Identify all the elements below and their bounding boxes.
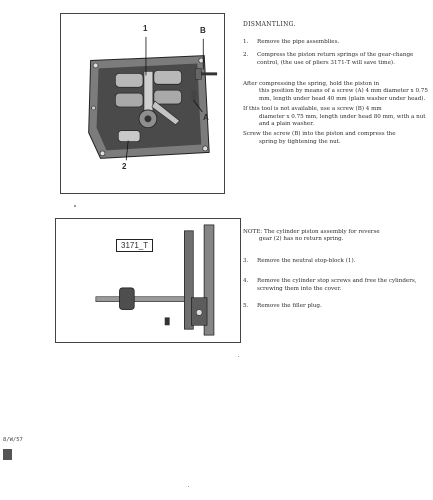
steps-bottom [243,258,429,317]
callout-2: 2 [122,162,127,171]
tool-label-3171t: 3171_T [116,239,153,252]
step-item [243,278,429,293]
note [243,229,429,244]
paragraph-first-line: Screw the screw (B) into the piston and compress the [243,131,396,138]
callout-1: 1 [143,24,148,33]
step-item [243,52,429,67]
gearchange-assembly-image [61,14,224,193]
footer-code: 8/W/57 [3,437,23,443]
scan-speck [238,356,239,357]
step-item [243,39,429,46]
note-rest: gear (2) has no return spring. [259,236,344,243]
paragraph [243,81,429,103]
paragraph-first-line: After compressing the spring, hold the piston in [243,81,380,87]
scan-speck [74,205,76,207]
step-text: Remove the neutral stop-block (1). [257,258,356,264]
step-text: Remove the filler plug. [257,303,322,310]
photo-gearchange-assembly [60,13,225,194]
callout-a: A [203,113,209,122]
step-number: 1. [243,39,249,45]
steps-top [243,39,429,73]
instruction-paragraphs [243,81,429,149]
step-number: 4. [243,278,249,285]
paragraph [243,106,429,128]
paragraph-first-line: If this tool is not available, use a screw (B) 4 mm [243,106,382,113]
callout-b: B [200,26,206,35]
step-text: Remove the pipe assemblies. [257,39,340,45]
step-text: Remove the cylinder stop screws and free the cylinders, screwing them into the cover. [257,278,417,292]
note-first-line: NOTE: The cylinder piston assembly for reverse [243,229,380,235]
step-text: Compress the piston return springs of the gear-change control, (the use of pliers 3171-T will save time). [257,52,414,66]
footer-mark [3,449,12,460]
section-title: DISMANTLING. [243,21,296,28]
scan-speck [188,486,189,487]
step-number: 2. [243,52,249,59]
paragraph [243,131,429,146]
photo-pliers-tool [55,218,241,343]
note-block [243,229,429,247]
pliers-tool-image [56,219,240,342]
step-number: 5. [243,303,249,310]
step-item [243,303,429,310]
step-number: 3. [243,258,249,264]
paragraph-rest: diameter x 0.75 mm, length under head 80 mm, with a nut and a plain washer. [259,113,426,128]
paragraph-rest: this position by means of a screw (A) 4 mm diameter x 0.75 mm, length under head 40 mm (plain washer under head). [259,88,428,102]
paragraph-rest: spring by tightening the nut. [259,138,341,145]
step-item [243,258,429,265]
